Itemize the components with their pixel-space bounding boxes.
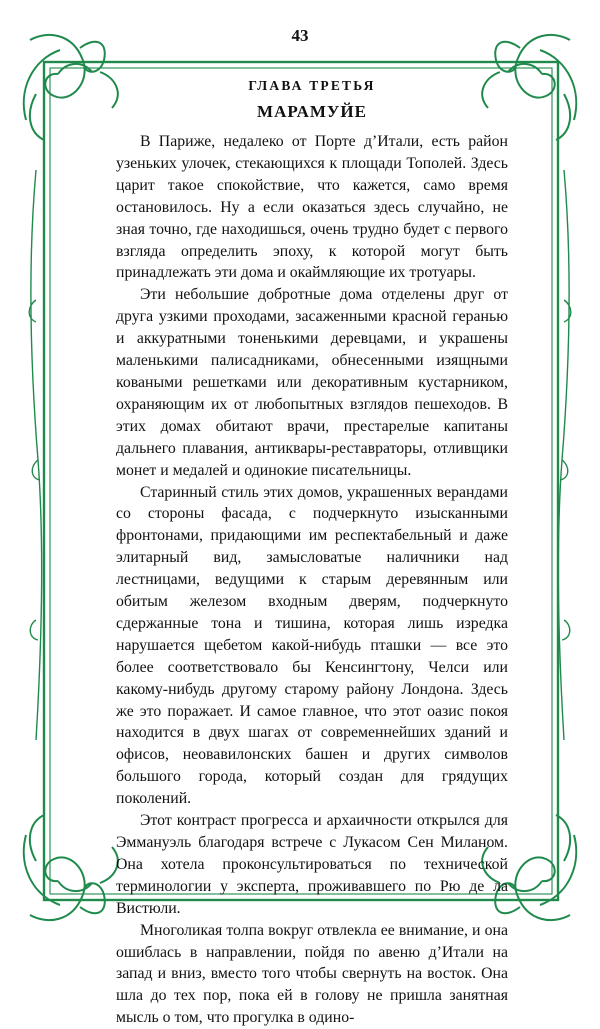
paragraph: Многоликая толпа вокруг отвлекла ее внимание, и она ошиблась в направлении, пойдя по авеню д’Итали на запад и вниз, вместо того чтобы свернуть на восток. Она шла до тех пор, пока ей в голову не пришла занятная мысль о том, что прогулка в одино- — [116, 921, 508, 1027]
paragraph: Этот контраст прогресса и архаичности открылся для Эммануэль благодаря встрече с Лукасом Сен Миланом. Она хотела проконсультироваться по технической терминологии у эксперта, проживавшего по Рю де ла Вистюли. — [116, 812, 508, 917]
paragraph: Эти небольшие добротные дома отделены друг от друга узкими проходами, засаженными красной геранью и аккуратными тоненькими деревцами, и украшены маленькими палисадниками, обнесенными изящными коваными решетками или декоративным кустарником, охраняющим их от любопытных взглядов пешеходов. В этих домах обитают врачи, престарелые капитаны дальнего плавания, антиквары-реставраторы, отливщики монет и медалей и одинокие писательницы. — [116, 286, 508, 479]
paragraph: В Париже, недалеко от Порте д’Итали, есть район узеньких улочек, стекающихся к площади Тополей. Здесь царит такое спокойствие, что кажется, само время остановилось. Ну а если оказаться здесь случайно, не зная точно, где находишься, очень трудно будет с первого взгляда определить эпоху, к которой могут быть принадлежать эти дома и окаймляющие их тротуары. — [116, 133, 508, 282]
page-number: 43 — [291, 26, 309, 45]
paragraph: Старинный стиль этих домов, украшенных верандами со стороны фасада, с подчеркнуто изысканными фронтонами, придающими им респектабельный и даже элитарный вид, замысловатые наличники над лестницами, ведущими к старым деревянным или обитым железом входным дверям, подчеркнуто сдержанные тона и тишина, которая лишь изредка нарушается щебетом какой-нибудь пташки — все это более соответствовало бы Кенсингтону, Челси или какому-нибудь другому старому району Лондона. Здесь же это поражает. И самое главное, что этот оазис покоя находится в двух шагах от современнейших зданий и офисов, неовавилонских башен и других символов большого города, который создан для грядущих поколений. — [116, 483, 508, 808]
bottom-left-ornament — [24, 815, 118, 920]
chapter-title: МАРАМУЙЕ — [257, 102, 367, 121]
chapter-label: ГЛАВА ТРЕТЬЯ — [248, 78, 376, 93]
top-left-ornament — [24, 35, 118, 140]
chapter-text-block — [116, 78, 508, 1029]
